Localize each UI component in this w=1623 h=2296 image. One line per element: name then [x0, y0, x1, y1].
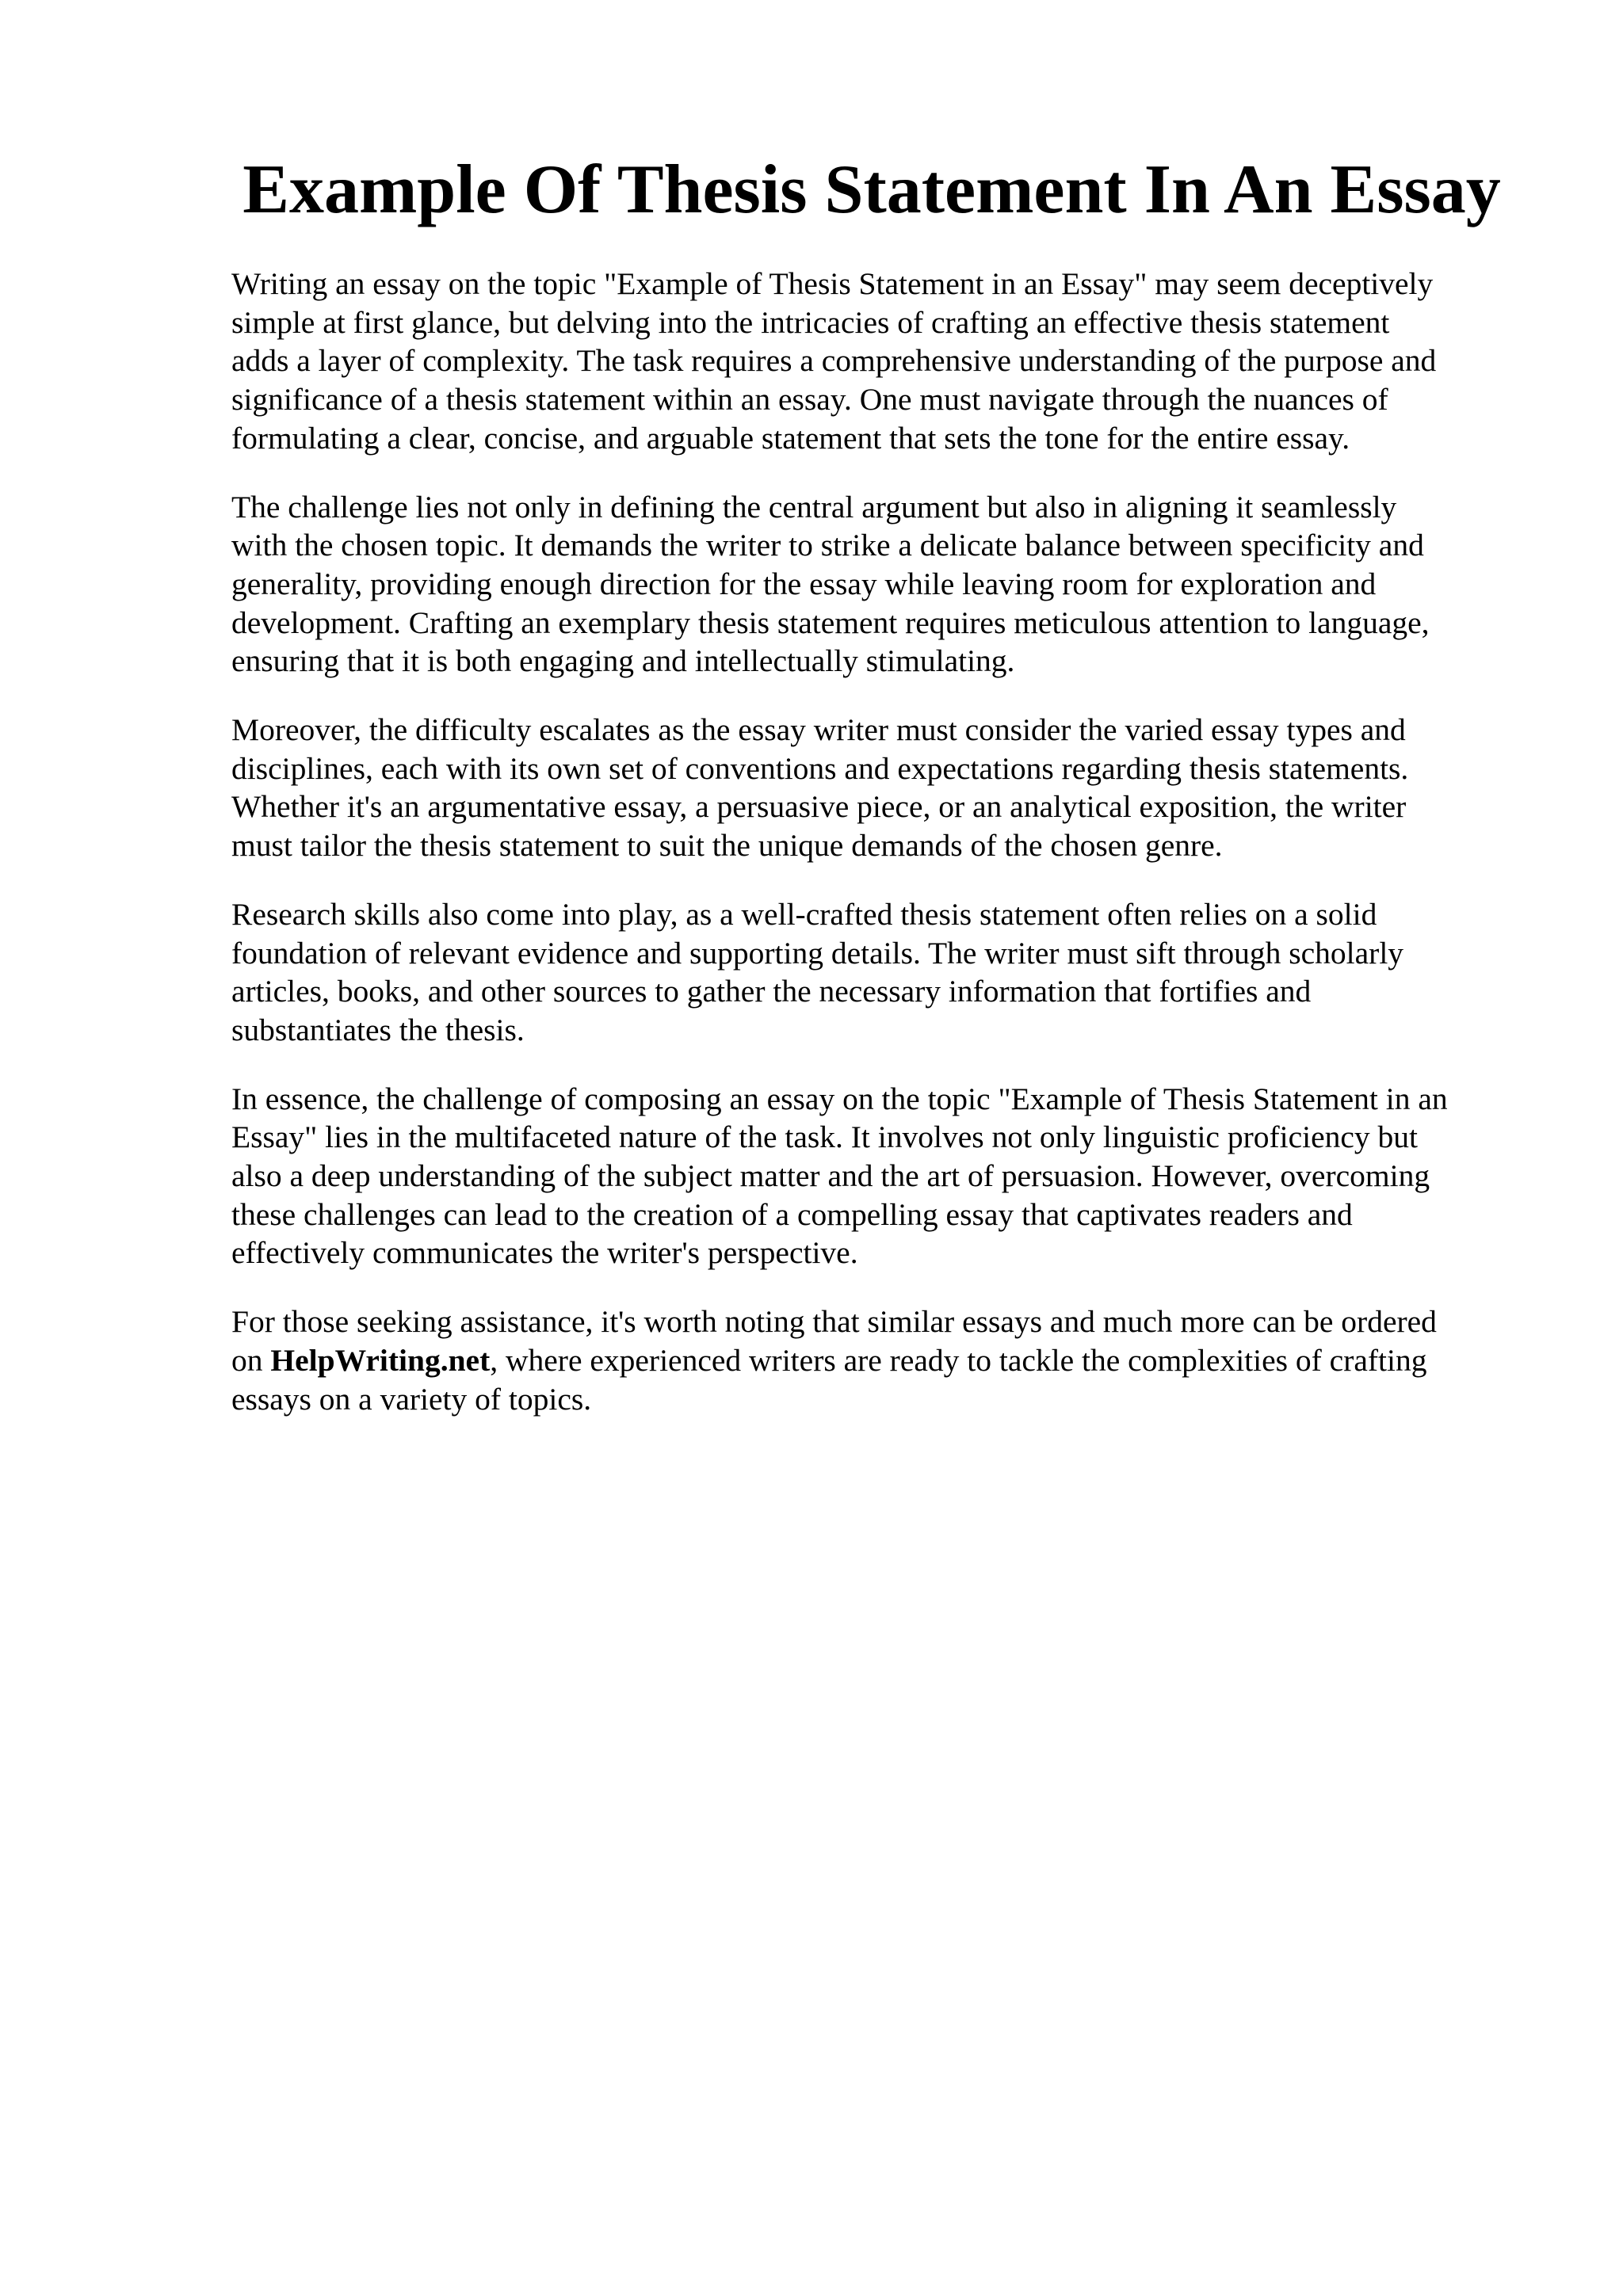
text-line: simple at first glance, but delving into the intricacies of crafting an effective thesis statement [231, 304, 1390, 340]
text-line: In essence, the challenge of composing an essay on the topic "Example of Thesis Statement in an [231, 1081, 1448, 1116]
text-line: adds a layer of complexity. The task requires a comprehensive understanding of the purpose and [231, 343, 1437, 379]
text-line [231, 1341, 1515, 1380]
text-line: essays on a variety of topics. [231, 1381, 592, 1417]
text-line: formulating a clear, concise, and arguable statement that sets the tone for the entire essay. [231, 420, 1350, 456]
paragraph-3 [231, 711, 1515, 865]
text-line: Essay" lies in the multifaceted nature of the task. It involves not only linguistic proficiency but [231, 1119, 1419, 1155]
text-line: Whether it's an argumentative essay, a persuasive piece, or an analytical exposition, the writer [231, 789, 1407, 825]
text-line: significance of a thesis statement within an essay. One must navigate through the nuances of [231, 382, 1388, 418]
text-line: with the chosen topic. It demands the writer to strike a delicate balance between specificity and [231, 528, 1424, 563]
text-line: Writing an essay on the topic "Example of Thesis Statement in an Essay" may seem deceptively [231, 266, 1434, 301]
essay-body [231, 265, 1515, 1448]
text-line: generality, providing enough direction for the essay while leaving room for exploration and [231, 566, 1377, 601]
text-line: Moreover, the difficulty escalates as the essay writer must consider the varied essay types and [231, 712, 1406, 748]
paragraph-5 [231, 1080, 1515, 1273]
text-line: Research skills also come into play, as a well-crafted thesis statement often relies on a solid [231, 896, 1377, 932]
text-line: also a deep understanding of the subject matter and the art of persuasion. However, overcoming [231, 1158, 1430, 1194]
text-line: effectively communicates the writer's perspective. [231, 1235, 858, 1271]
text-line: foundation of relevant evidence and supporting details. The writer must sift through scholarly [231, 935, 1404, 971]
text-line: these challenges can lead to the creation of a compelling essay that captivates readers and [231, 1196, 1353, 1232]
text-line: For those seeking assistance, it's worth noting that similar essays and much more can be ordered [231, 1304, 1437, 1340]
paragraph-1 [231, 265, 1515, 458]
closing-prefix: on [231, 1342, 271, 1378]
helpwriting-link[interactable]: HelpWriting.net [270, 1342, 491, 1378]
text-line: disciplines, each with its own set of conventions and expectations regarding thesis statements. [231, 750, 1409, 786]
text-line: substantiates the thesis. [231, 1012, 525, 1047]
closing-paragraph [231, 1302, 1515, 1418]
text-line: development. Crafting an exemplary thesis statement requires meticulous attention to language, [231, 605, 1430, 640]
paragraph-4 [231, 895, 1515, 1050]
text-line: articles, books, and other sources to gather the necessary information that fortifies and [231, 974, 1312, 1009]
paragraph-2 [231, 488, 1515, 681]
closing-suffix: , where experienced writers are ready to tackle the complexities of crafting [490, 1342, 1427, 1378]
text-line: ensuring that it is both engaging and intellectually stimulating. [231, 643, 1015, 679]
text-line: The challenge lies not only in defining the central argument but also in aligning it seamlessly [231, 489, 1397, 524]
page-title: Example Of Thesis Statement In An Essay [242, 151, 1501, 228]
text-line: must tailor the thesis statement to suit the unique demands of the chosen genre. [231, 828, 1223, 864]
